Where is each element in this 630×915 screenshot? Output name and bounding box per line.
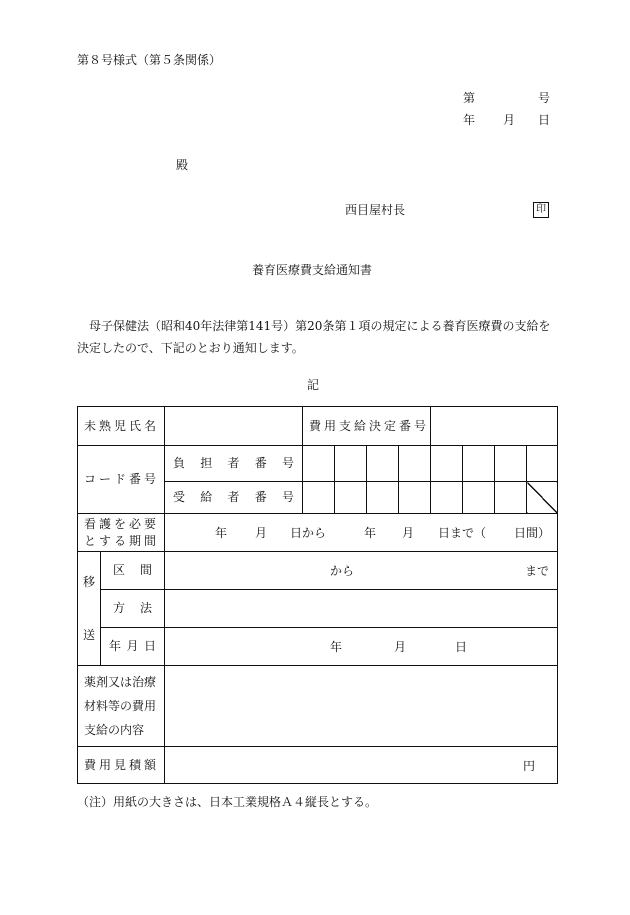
recipient-digit[interactable] <box>431 482 463 514</box>
date-day: 日 <box>538 113 551 127</box>
estimate-cell[interactable] <box>165 747 558 784</box>
content-cell[interactable] <box>165 666 558 747</box>
recipient-digit[interactable] <box>335 482 367 514</box>
payer-digit[interactable] <box>303 446 335 482</box>
payer-digit[interactable] <box>399 446 431 482</box>
payer-number-label: 負 担 者 番 号 <box>165 446 303 482</box>
decision-number-label: 費用支給決定番号 <box>303 407 431 446</box>
payer-digit[interactable] <box>463 446 495 482</box>
method-cell[interactable] <box>165 590 558 628</box>
estimate-label: 費用見積額 <box>78 747 165 784</box>
recipient-digit[interactable] <box>303 482 335 514</box>
recipient-number-label: 受 給 者 番 号 <box>165 482 303 514</box>
recipient-digit[interactable] <box>399 482 431 514</box>
payer-digit[interactable] <box>367 446 399 482</box>
body-line-2: 決定したので、下記のとおり通知します。 <box>77 341 304 355</box>
payer-digit[interactable] <box>495 446 527 482</box>
doc-number-prefix: 第 <box>463 91 476 105</box>
form-number: 第８号様式（第５条関係） <box>77 53 222 67</box>
form-table <box>77 406 558 784</box>
recipient-digit[interactable] <box>495 482 527 514</box>
payer-digit[interactable] <box>335 446 367 482</box>
child-name-label: 未熟児氏名 <box>78 407 165 446</box>
payer-digit[interactable] <box>431 446 463 482</box>
date-year: 年 <box>463 113 476 127</box>
child-name-cell[interactable] <box>165 407 303 446</box>
document-title: 養育医療費支給通知書 <box>252 263 373 277</box>
yen-unit: 円 <box>523 758 536 773</box>
method-label: 方 法 <box>101 590 165 628</box>
transfer-date-cell[interactable]: 年 月 日 <box>165 628 558 666</box>
addressee-suffix: 殿 <box>176 158 189 172</box>
recipient-digit[interactable] <box>463 482 495 514</box>
section-label: 区 間 <box>101 552 165 590</box>
recipient-digit-struck <box>527 482 558 514</box>
decision-number-cell[interactable] <box>431 407 558 446</box>
transfer-date-label: 年 月 日 <box>101 628 165 666</box>
sender-name: 西目屋村長 <box>345 203 406 217</box>
body-line-1: 母子保健法（昭和40年法律第141号）第20条第１項の規定による養育医療費の支給を <box>89 319 551 333</box>
care-period-label: 看護を必要 とする期間 <box>78 514 165 552</box>
payer-digit[interactable] <box>527 446 558 482</box>
ki-heading: 記 <box>307 378 320 392</box>
seal-mark: 印 <box>533 202 549 218</box>
care-period-cell[interactable]: 年 月 日から 年 月 日まで（ 日間） <box>165 514 558 552</box>
transfer-label: 移 送 <box>78 552 101 666</box>
code-number-label: コード番号 <box>78 446 165 514</box>
section-cell[interactable]: から まで <box>165 552 558 590</box>
content-label: 薬剤又は治療 材料等の費用 支給の内容 <box>78 666 165 747</box>
footnote: （注）用紙の大きさは、日本工業規格Ａ４縦長とする。 <box>77 795 378 809</box>
doc-number-suffix: 号 <box>538 91 551 105</box>
recipient-digit[interactable] <box>367 482 399 514</box>
date-month: 月 <box>503 113 516 127</box>
